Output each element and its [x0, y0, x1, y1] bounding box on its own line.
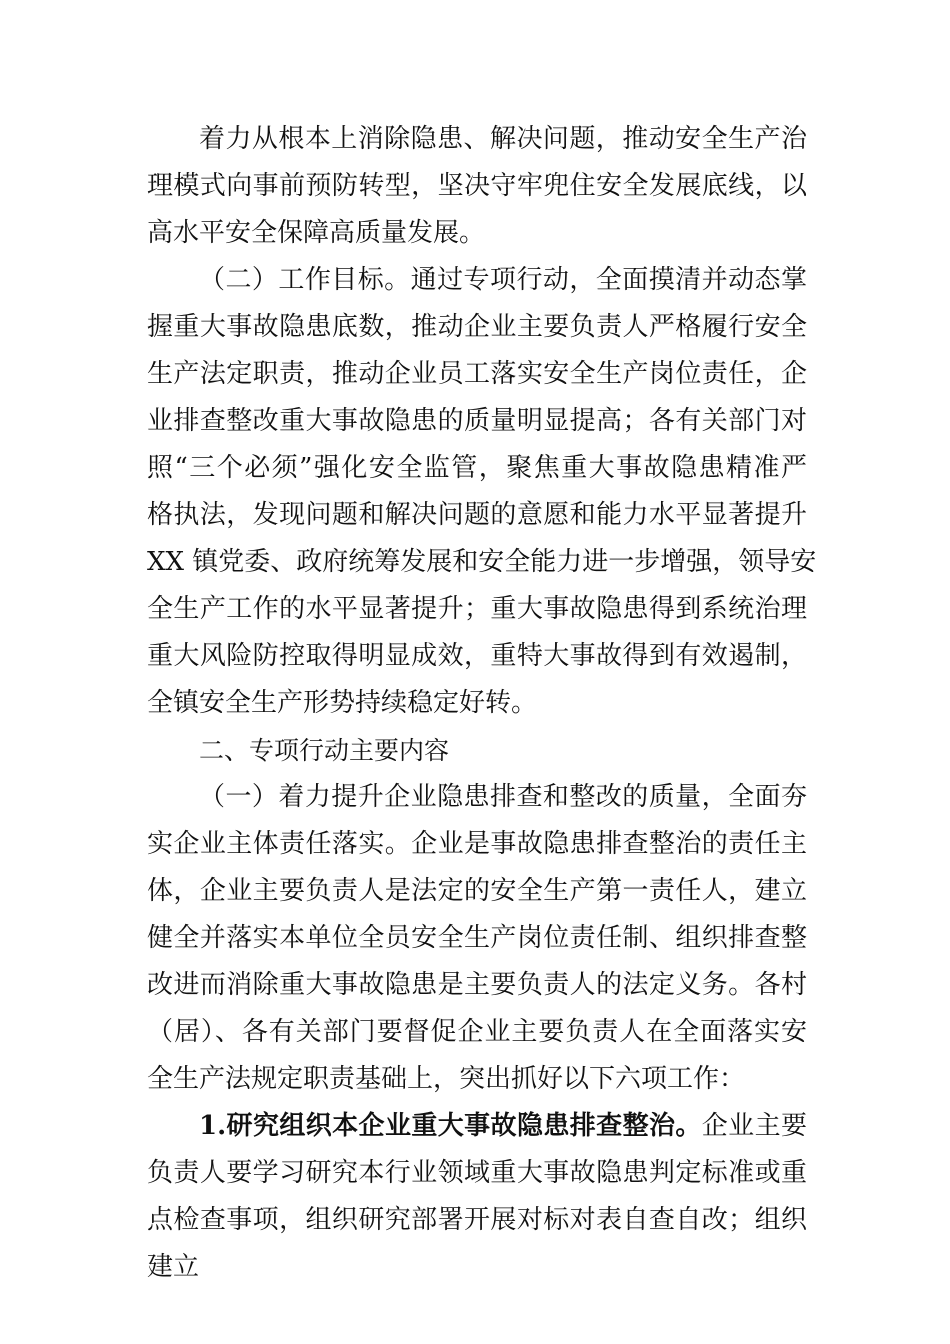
text-line: 体，企业主要负责人是法定的安全生产第一责任人，建立: [147, 876, 807, 906]
text-line: （居）、各有关部门要督促企业主要负责人在全面落实安: [147, 1017, 807, 1047]
text-line: 照“三个必须”强化安全监管，聚焦重大事故隐患精准严: [147, 453, 807, 483]
text-line: （一）着力提升企业隐患排查和整改的质量，全面夯: [199, 782, 807, 812]
paragraph-1: [147, 116, 807, 257]
document-page: [147, 116, 817, 1291]
text-line: （二）工作目标。通过专项行动，全面摸清并动态掌: [199, 265, 807, 295]
text-line: 建立: [147, 1252, 200, 1282]
text-line: 生产法定职责，推动企业员工落实安全生产岗位责任，企: [147, 359, 807, 389]
list-item-1: [147, 1103, 807, 1291]
text-line: 着力从根本上消除隐患、解决问题，推动安全生产治: [199, 124, 807, 154]
paragraph-3: [147, 774, 807, 1103]
text-line: 重大风险防控取得明显成效，重特大事故得到有效遏制，: [147, 641, 807, 671]
text-line: 高水平安全保障高质量发展。: [147, 218, 486, 248]
text-line: XX 镇党委、政府统筹发展和安全能力进一步增强，领导安: [147, 547, 817, 577]
text-line: 负责人要学习研究本行业领域重大事故隐患判定标准或重: [147, 1158, 807, 1188]
item-heading: 1.研究组织本企业重大事故隐患排查整治。: [199, 1111, 702, 1141]
text-line: 健全并落实本单位全员安全生产岗位责任制、组织排查整: [147, 923, 807, 953]
text-line: 理模式向事前预防转型，坚决守牢兜住安全发展底线，以: [147, 171, 807, 201]
text-line: 全镇安全生产形势持续稳定好转。: [147, 688, 538, 718]
text-line: 实企业主体责任落实。企业是事故隐患排查整治的责任主: [147, 829, 807, 859]
text-line: 握重大事故隐患底数，推动企业主要负责人严格履行安全: [147, 312, 807, 342]
section-heading: 二、专项行动主要内容: [199, 736, 450, 765]
text-line: 全生产法规定职责基础上，突出抓好以下六项工作：: [147, 1064, 746, 1094]
text-line: 点检查事项，组织研究部署开展对标对表自查自改；组织: [147, 1205, 807, 1235]
item-text: 企业主要: [701, 1111, 807, 1141]
text-line: 全生产工作的水平显著提升；重大事故隐患得到系统治理: [147, 594, 807, 624]
text-line: 格执法，发现问题和解决问题的意愿和能力水平显著提升: [147, 500, 807, 530]
text-line: [147, 1103, 807, 1150]
text-line: 改进而消除重大事故隐患是主要负责人的法定义务。各村: [147, 970, 807, 1000]
paragraph-2: [147, 257, 817, 727]
text-line: 业排查整改重大事故隐患的质量明显提高；各有关部门对: [147, 406, 807, 436]
